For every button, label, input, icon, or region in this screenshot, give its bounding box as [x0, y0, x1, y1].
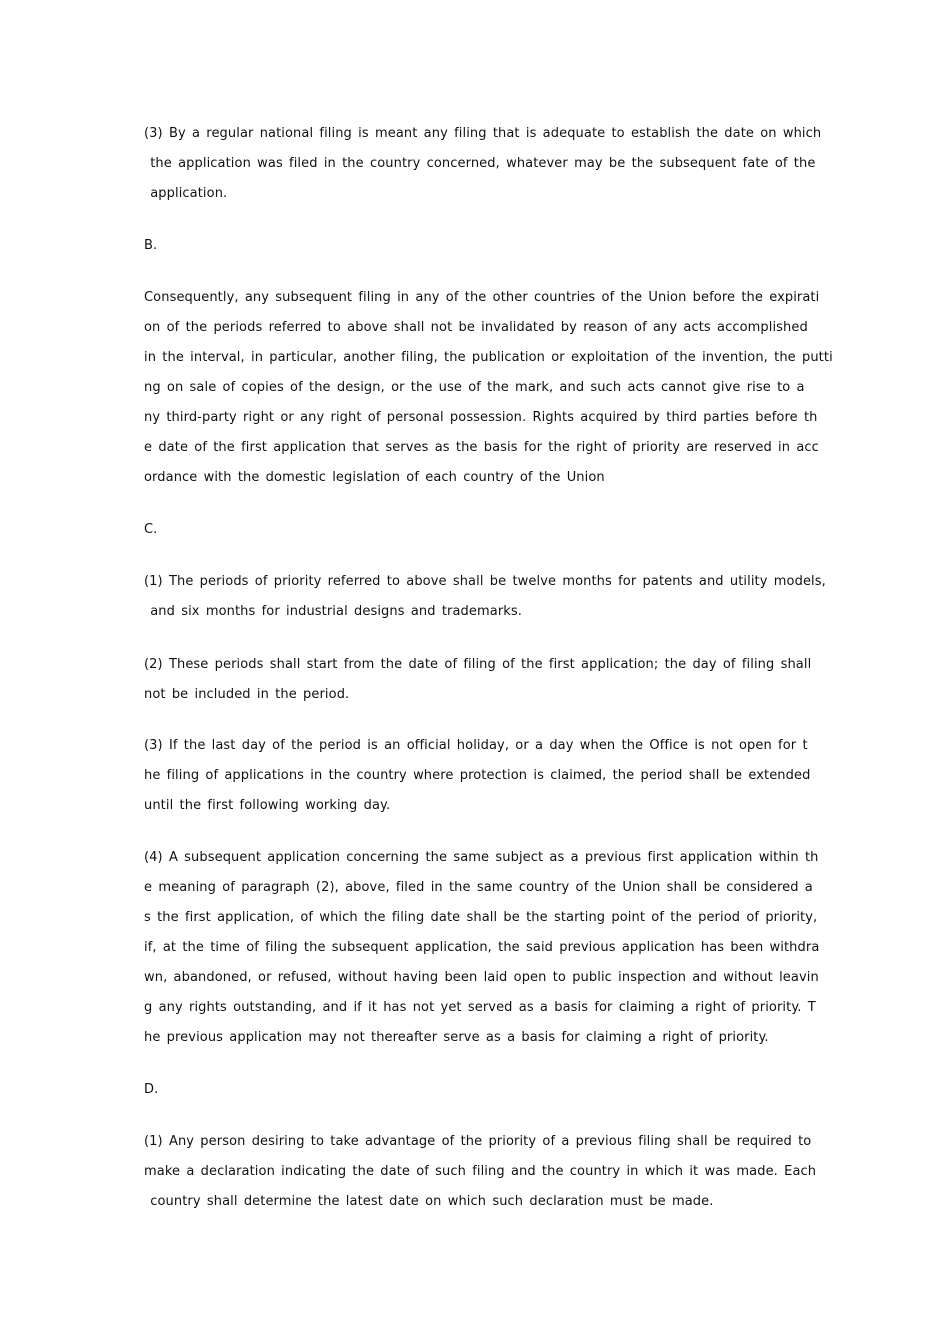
text-line: if, at the time of filing the subsequent application, the said previous application has been withdra [144, 940, 820, 955]
text-line: until the first following working day. [144, 798, 391, 813]
text-line: s the first application, of which the filing date shall be the starting point of the period of priority, [144, 910, 818, 925]
section-heading: C. [144, 522, 158, 537]
text-line: ordance with the domestic legislation of each country of the Union [144, 470, 605, 485]
text-line: ng on sale of copies of the design, or the use of the mark, and such acts cannot give rise to a [144, 380, 805, 395]
text-line: g any rights outstanding, and if it has not yet served as a basis for claiming a right of priority. T [144, 1000, 816, 1015]
text-line: Consequently, any subsequent filing in any of the other countries of the Union before the expirati [144, 290, 820, 305]
text-line: he filing of applications in the country where protection is claimed, the period shall be extended [144, 768, 811, 783]
text-line: make a declaration indicating the date of such filing and the country in which it was made. Each [144, 1164, 817, 1179]
text-line: the application was filed in the country concerned, whatever may be the subsequent fate of the [144, 156, 816, 171]
text-line: application. [144, 186, 228, 201]
text-line: (1) The periods of priority referred to above shall be twelve months for patents and utility models, [144, 574, 826, 589]
text-line: (2) These periods shall start from the date of filing of the first application; the day of filing shall [144, 657, 812, 672]
text-line: (1) Any person desiring to take advantage of the priority of a previous filing shall be required to [144, 1134, 812, 1149]
text-line: in the interval, in particular, another filing, the publication or exploitation of the invention, the putti [144, 350, 833, 365]
text-line: e date of the first application that serves as the basis for the right of priority are reserved in acc [144, 440, 819, 455]
text-line: country shall determine the latest date on which such declaration must be made. [144, 1194, 714, 1209]
text-line: wn, abandoned, or refused, without having been laid open to public inspection and without leavin [144, 970, 819, 985]
text-line: (3) If the last day of the period is an official holiday, or a day when the Office is not open for t [144, 738, 808, 753]
section-heading: D. [144, 1082, 159, 1097]
text-line: e meaning of paragraph (2), above, filed in the same country of the Union shall be considered a [144, 880, 813, 895]
text-line: (4) A subsequent application concerning the same subject as a previous first application within th [144, 850, 819, 865]
text-line: not be included in the period. [144, 687, 350, 702]
text-line: (3) By a regular national filing is meant any filing that is adequate to establish the date on which [144, 126, 822, 141]
text-line: ny third-party right or any right of personal possession. Rights acquired by third parties before th [144, 410, 818, 425]
text-line: on of the periods referred to above shall not be invalidated by reason of any acts accomplished [144, 320, 808, 335]
text-line: he previous application may not thereafter serve as a basis for claiming a right of priority. [144, 1030, 769, 1045]
section-heading: B. [144, 238, 158, 253]
text-line: and six months for industrial designs and trademarks. [144, 604, 523, 619]
